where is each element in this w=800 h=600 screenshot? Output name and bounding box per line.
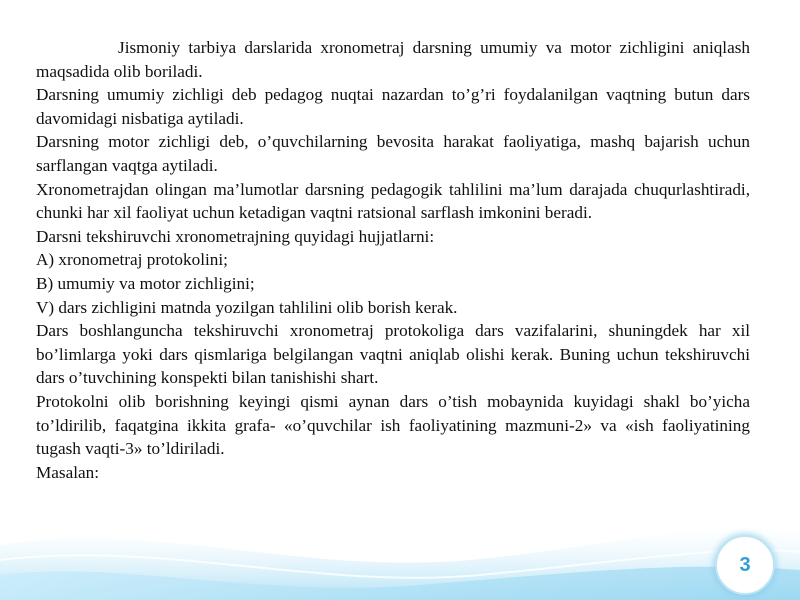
paragraph-intro: Jismoniy tarbiya darslarida xronometraj darsning umumiy va motor zichligini aniqlash maqsadida olib boriladi. <box>36 38 750 81</box>
paragraph-example-label: Masalan: <box>36 462 100 482</box>
paragraph-documents-lead: Darsni tekshiruvchi xronometrajning quyidagi hujjatlarni: <box>36 226 435 246</box>
paragraph-motor-density: Darsning motor zichligi deb, o’quvchilarning bevosita harakat faoliyatiga, mashq bajarish uchun sarflangan vaqtga aytiladi. <box>36 132 750 175</box>
list-item-b: B) umumiy va motor zichligini; <box>36 273 255 293</box>
slide-text-body <box>36 36 750 484</box>
page-number: 3 <box>739 553 751 576</box>
list-item-a: A) xronometraj protokolini; <box>36 250 228 270</box>
paragraph-chronometry-data: Xronometrajdan olingan ma’lumotlar darsning pedagogik tahlilini ma’lum darajada chuqurlashtiradi, chunki har xil faoliyat uchun ketadigan vaqtni ratsional sarflash imkonini beradi. <box>36 179 750 223</box>
paragraph-before-lesson: Dars boshlanguncha tekshiruvchi xronometraj protokoliga dars vazifalarini, shuningdek har xil bo’limlarga yoki dars qismlariga belgilangan vaqtni aniqlab olishi kerak. Buning uchun tekshiruvchi dars o’tuvchining konspekti bilan tanishishi shart. <box>36 321 750 388</box>
page-number-badge <box>715 535 775 595</box>
list-item-v: V) dars zichligini matnda yozilgan tahlilini olib borish kerak. <box>36 297 458 317</box>
paragraph-general-density: Darsning umumiy zichligi deb pedagog nuqtai nazardan to’g’ri foydalanilgan vaqtning butun dars davomidagi nisbatiga aytiladi. <box>36 85 750 128</box>
paragraph-protocol: Protokolni olib borishning keyingi qismi aynan dars o’tish mobaynida kuyidagi shakl bo’yicha to’ldirilib, faqatgina ikkita grafa- «o’quvchilar ish faoliyatining mazmuni-2» va «ish faoliyatining tugash vaqti-3» to’ldiriladi. <box>36 391 750 459</box>
